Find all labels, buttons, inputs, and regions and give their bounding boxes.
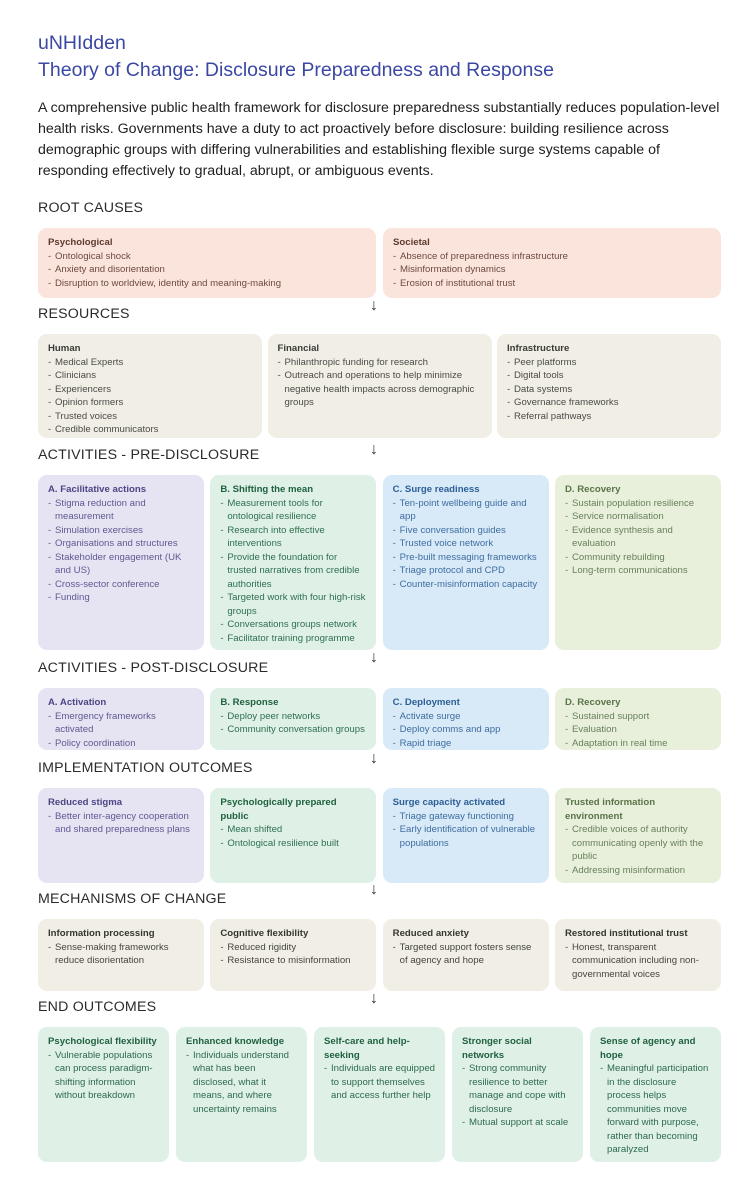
list-item: - Cross-sector conference bbox=[48, 578, 194, 592]
box-title: Enhanced knowledge bbox=[186, 1036, 285, 1047]
impl-box bbox=[38, 788, 204, 883]
list-item: - Organisations and structures bbox=[48, 537, 194, 551]
list-item: - Opinion formers bbox=[48, 396, 252, 410]
row-resources bbox=[38, 334, 721, 438]
row-root-causes bbox=[38, 228, 721, 298]
list-item: - Evaluation bbox=[565, 723, 711, 737]
row-impl bbox=[38, 788, 721, 883]
list-item: - Vulnerable populations can process paradigm-shifting information without breakdown bbox=[48, 1049, 159, 1103]
list-item: - Sense-making frameworks reduce disorientation bbox=[48, 941, 194, 968]
list-item: - Digital tools bbox=[507, 369, 711, 383]
section-title-post: ACTIVITIES - POST-DISCLOSURE bbox=[38, 660, 269, 676]
post-box bbox=[555, 688, 721, 750]
list-item: - Honest, transparent communication including non-governmental voices bbox=[565, 941, 711, 982]
row-end bbox=[38, 1027, 721, 1162]
list-item: - Mutual support at scale bbox=[462, 1116, 573, 1130]
mech-box bbox=[555, 919, 721, 991]
section-title-resources: RESOURCES bbox=[38, 306, 130, 322]
list-item: - Community conversation groups bbox=[220, 723, 366, 737]
list-item: - Governance frameworks bbox=[507, 396, 711, 410]
list-item: - Counter-misinformation capacity bbox=[393, 578, 539, 592]
list-item: - Rapid triage bbox=[393, 737, 539, 751]
list-item: - Clinicians bbox=[48, 369, 252, 383]
list-item: - Measurement tools for ontological resilience bbox=[220, 497, 366, 524]
list-item: - Experiencers bbox=[48, 383, 252, 397]
list-item: - Adaptation in real time bbox=[565, 737, 711, 751]
page-title: Theory of Change: Disclosure Preparedness and Response bbox=[38, 59, 554, 81]
list-item: - Ontological resilience built bbox=[220, 837, 366, 851]
list-item: - Better inter-agency cooperation and shared preparedness plans bbox=[48, 810, 194, 837]
list-item: - Facilitator training programme bbox=[220, 632, 366, 646]
list-item: - Deploy comms and app bbox=[393, 723, 539, 737]
box-title: D. Recovery bbox=[564, 697, 621, 708]
box-title: Trusted information environment bbox=[564, 797, 656, 822]
list-item: - Disruption to worldview, identity and meaning-making bbox=[48, 277, 366, 291]
row-post bbox=[38, 688, 721, 750]
section-title-impl: IMPLEMENTATION OUTCOMES bbox=[38, 760, 253, 776]
box-items bbox=[48, 497, 194, 605]
section-title-end: END OUTCOMES bbox=[38, 999, 157, 1015]
box-title: Information processing bbox=[48, 928, 155, 939]
box-title: C. Surge readiness bbox=[392, 484, 480, 495]
list-item: - Reduced rigidity bbox=[220, 941, 366, 955]
box-items bbox=[324, 1062, 435, 1103]
section-title-root-causes: ROOT CAUSES bbox=[38, 200, 144, 216]
end-box bbox=[452, 1027, 583, 1162]
list-item: - Absence of preparedness infrastructure bbox=[393, 250, 711, 264]
impl-box bbox=[210, 788, 376, 883]
resources-box bbox=[38, 334, 262, 438]
box-title: Surge capacity activated bbox=[392, 797, 506, 808]
root-causes-box bbox=[383, 228, 721, 298]
box-title: Stronger social networks bbox=[462, 1036, 532, 1061]
box-items bbox=[220, 941, 366, 968]
list-item: - Credible voices of authority communicating openly with the public bbox=[565, 823, 711, 864]
list-item: - Outreach and operations to help minimize negative health impacts across demographic groups bbox=[278, 369, 482, 410]
box-items bbox=[600, 1062, 711, 1157]
box-title: A. Facilitative actions bbox=[48, 484, 147, 495]
list-item: - Evidence synthesis and evaluation bbox=[565, 524, 711, 551]
pre-box bbox=[210, 475, 376, 650]
list-item: - Deploy peer networks bbox=[220, 710, 366, 724]
list-item: - Individuals understand what has been disclosed, what it means, and where uncertainty remains bbox=[186, 1049, 297, 1117]
end-box bbox=[38, 1027, 169, 1162]
box-title: Reduced anxiety bbox=[392, 928, 469, 939]
list-item: - Individuals are equipped to support themselves and access further help bbox=[324, 1062, 435, 1103]
box-title: Self-care and help-seeking bbox=[324, 1036, 410, 1061]
box-title: Psychologically prepared public bbox=[220, 797, 337, 822]
list-item: - Anxiety and disorientation bbox=[48, 263, 366, 277]
box-title: B. Shifting the mean bbox=[220, 484, 314, 495]
resources-box bbox=[497, 334, 721, 438]
post-box bbox=[38, 688, 204, 750]
down-arrow-icon: ↓ bbox=[370, 297, 378, 314]
list-item: - Long-term communications bbox=[565, 564, 711, 578]
box-items bbox=[393, 810, 539, 851]
pre-box bbox=[38, 475, 204, 650]
list-item: - Triage protocol and CPD bbox=[393, 564, 539, 578]
box-items bbox=[462, 1062, 573, 1130]
box-items bbox=[507, 356, 711, 424]
list-item: - Referral pathways bbox=[507, 410, 711, 424]
list-item: - Community rebuilding bbox=[565, 551, 711, 565]
list-item: - Stigma reduction and measurement bbox=[48, 497, 194, 524]
header bbox=[38, 30, 721, 182]
box-items bbox=[393, 941, 539, 968]
list-item: - Medical Experts bbox=[48, 356, 252, 370]
box-items bbox=[565, 823, 711, 877]
list-item: - Early identification of vulnerable populations bbox=[393, 823, 539, 850]
list-item: - Pre-built messaging frameworks bbox=[393, 551, 539, 565]
box-items bbox=[278, 356, 482, 410]
box-items bbox=[393, 710, 539, 751]
row-pre bbox=[38, 475, 721, 650]
list-item: - Trusted voices bbox=[48, 410, 252, 424]
list-item: - Policy coordination bbox=[48, 737, 194, 751]
list-item: - Credible communicators bbox=[48, 423, 252, 437]
down-arrow-icon: ↓ bbox=[370, 750, 378, 767]
end-box bbox=[590, 1027, 721, 1162]
box-items bbox=[48, 356, 252, 437]
box-title: A. Activation bbox=[48, 697, 107, 708]
root-causes-box bbox=[38, 228, 376, 298]
list-item: - Research into effective interventions bbox=[220, 524, 366, 551]
box-title: C. Deployment bbox=[392, 697, 460, 708]
resources-box bbox=[268, 334, 492, 438]
list-item: - Targeted support fosters sense of agency and hope bbox=[393, 941, 539, 968]
list-item: - Mean shifted bbox=[220, 823, 366, 837]
down-arrow-icon: ↓ bbox=[370, 441, 378, 458]
list-item: - Sustained support bbox=[565, 710, 711, 724]
end-box bbox=[176, 1027, 307, 1162]
pre-box bbox=[383, 475, 549, 650]
list-item: - Strong community resilience to better manage and cope with disclosure bbox=[462, 1062, 573, 1116]
list-item: - Ontological shock bbox=[48, 250, 366, 264]
brand-name: uNHIdden bbox=[38, 32, 126, 54]
box-title: Reduced stigma bbox=[48, 797, 123, 808]
end-box bbox=[314, 1027, 445, 1162]
box-title: Psychological flexibility bbox=[48, 1036, 157, 1047]
box-items bbox=[186, 1049, 297, 1117]
list-item: - Funding bbox=[48, 591, 194, 605]
box-items bbox=[48, 250, 366, 291]
list-item: - Activate surge bbox=[393, 710, 539, 724]
box-title: Sense of agency and hope bbox=[600, 1036, 696, 1061]
box-title: Financial bbox=[277, 343, 320, 354]
list-item: - Service normalisation bbox=[565, 510, 711, 524]
list-item: - Ten-point wellbeing guide and app bbox=[393, 497, 539, 524]
list-item: - Erosion of institutional trust bbox=[393, 277, 711, 291]
mech-box bbox=[38, 919, 204, 991]
list-item: - Stakeholder engagement (UK and US) bbox=[48, 551, 194, 578]
box-items bbox=[565, 941, 711, 982]
list-item: - Emergency frameworks activated bbox=[48, 710, 194, 737]
box-items bbox=[220, 823, 366, 850]
box-title: Infrastructure bbox=[507, 343, 570, 354]
post-box bbox=[383, 688, 549, 750]
list-item: - Misinformation dynamics bbox=[393, 263, 711, 277]
box-items bbox=[48, 810, 194, 837]
box-title: D. Recovery bbox=[564, 484, 621, 495]
list-item: - Sustain population resilience bbox=[565, 497, 711, 511]
box-items bbox=[393, 250, 711, 291]
down-arrow-icon: ↓ bbox=[370, 990, 378, 1007]
list-item: - Trusted voice network bbox=[393, 537, 539, 551]
section-title-pre: ACTIVITIES - PRE-DISCLOSURE bbox=[38, 447, 260, 463]
row-mech bbox=[38, 919, 721, 991]
box-items bbox=[48, 1049, 159, 1103]
box-title: Societal bbox=[393, 237, 430, 248]
box-items bbox=[565, 497, 711, 578]
list-item: - Five conversation guides bbox=[393, 524, 539, 538]
mech-box bbox=[383, 919, 549, 991]
down-arrow-icon: ↓ bbox=[370, 649, 378, 666]
box-items bbox=[565, 710, 711, 751]
list-item: - Targeted work with four high-risk groups bbox=[220, 591, 366, 618]
intro-paragraph: A comprehensive public health framework for disclosure preparedness substantially reduces population-level health risks. Governments have a duty to act proactively before disclosure: building resilience across demographic groups with differing vulnerabilities and establishing flexible surge systems capable of responding effectively to gradual, abrupt, or ambiguous events. bbox=[38, 100, 720, 179]
list-item: - Addressing misinformation bbox=[565, 864, 711, 878]
box-title: Psychological bbox=[48, 237, 113, 248]
list-item: - Conversations groups network bbox=[220, 618, 366, 632]
box-items bbox=[48, 941, 194, 968]
box-title: B. Response bbox=[220, 697, 279, 708]
mech-box bbox=[210, 919, 376, 991]
list-item: - Data systems bbox=[507, 383, 711, 397]
list-item: - Meaningful participation in the disclosure process helps communities move forward with purpose, rather than becoming paralyzed bbox=[600, 1062, 711, 1157]
down-arrow-icon: ↓ bbox=[370, 881, 378, 898]
section-title-mech: MECHANISMS OF CHANGE bbox=[38, 891, 227, 907]
list-item: - Triage gateway functioning bbox=[393, 810, 539, 824]
box-items bbox=[220, 497, 366, 646]
post-box bbox=[210, 688, 376, 750]
box-title: Cognitive flexibility bbox=[220, 928, 309, 939]
pre-box bbox=[555, 475, 721, 650]
list-item: - Provide the foundation for trusted narratives from credible authorities bbox=[220, 551, 366, 592]
box-items bbox=[393, 497, 539, 592]
list-item: - Simulation exercises bbox=[48, 524, 194, 538]
box-items bbox=[220, 710, 366, 737]
list-item: - Philanthropic funding for research bbox=[278, 356, 482, 370]
impl-box bbox=[555, 788, 721, 883]
box-title: Human bbox=[48, 343, 81, 354]
impl-box bbox=[383, 788, 549, 883]
list-item: - Peer platforms bbox=[507, 356, 711, 370]
box-items bbox=[48, 710, 194, 751]
list-item: - Resistance to misinformation bbox=[220, 954, 366, 968]
box-title: Restored institutional trust bbox=[564, 928, 688, 939]
